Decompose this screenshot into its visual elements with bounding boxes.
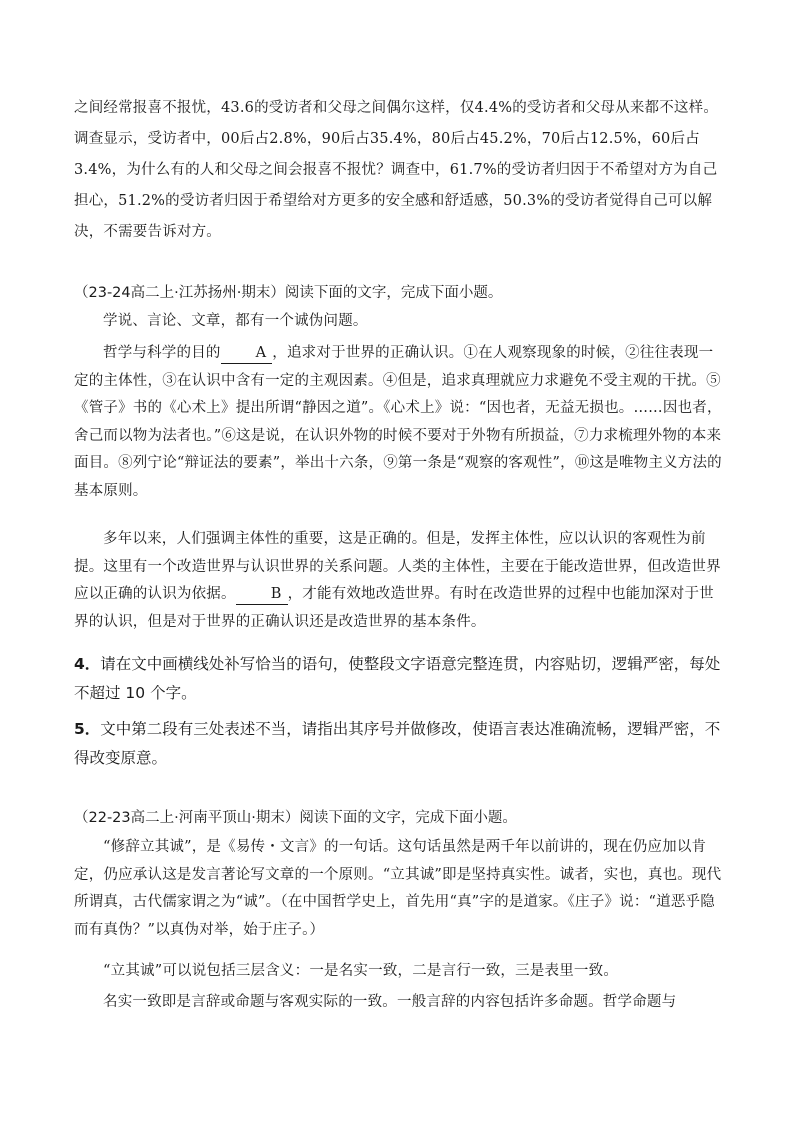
- blank-a[interactable]: A: [221, 343, 273, 364]
- section-1-paragraph-2: [74, 340, 722, 505]
- section-1-header: （23-24高二上·江苏扬州·期末）阅读下面的文字，完成下面小题。: [74, 285, 503, 301]
- section-1-paragraph-3: [74, 526, 722, 636]
- paragraph-3-tail-text: ，才能有效地改造世界。有时在改造世界的过程中也能加深对于世界的认识，但是对于世界的正确认识还是改造世界的基本条件。: [74, 586, 714, 630]
- section-2-paragraph-1: “修辞立其诚”，是《易传・文言》的一句话。这句话虽然是两千年以前讲的，现在仍应加以肯定，仍应承认这是发言著论写文章的一个原则。“立其诚”即是坚持真实性。诚者，实也，真也。现代所谓真，古代儒家谓之为“诚”。（在中国哲学史上，首先用“真”字的是道家。《庄子》说：“道恶乎隐而有真伪？”以真伪对举，始于庄子。）: [74, 839, 722, 938]
- question-4: [74, 650, 722, 708]
- section-2-header: （22-23高二上·河南平顶山·期末）阅读下面的文字，完成下面小题。: [74, 810, 517, 826]
- question-4-text: 请在文中画横线处补写恰当的语句，使整段文字语意完整连贯，内容贴切，逻辑严密，每处不超过 10 个字。: [74, 655, 721, 702]
- section-2-paragraph-2: “立其诚”可以说包括三层含义：一是名实一致，二是言行一致，三是表里一致。: [103, 963, 619, 979]
- paragraph-2-lead-text: 哲学与科学的目的: [103, 345, 221, 361]
- blank-b[interactable]: B: [236, 584, 288, 605]
- question-5-number: 5．: [74, 720, 101, 738]
- section-2-paragraph-3: 名实一致即是言辞或命题与客观实际的一致。一般言辞的内容包括许多命题。哲学命题与: [103, 994, 677, 1010]
- paragraph-3-lead-text: 多年以来，人们强调主体性的重要，这是正确的。但是，发挥主体性，应以认识的客观性为前提。这里有一个改造世界与认识世界的关系问题。人类的主体性，主要在于能改造世界，但改造世界应以正确的认识为依据。: [74, 531, 721, 602]
- question-4-number: 4．: [74, 655, 101, 673]
- question-5: [74, 715, 722, 773]
- section-1-paragraph-1: 学说、言论、文章，都有一个诚伪问题。: [103, 313, 368, 329]
- question-5-text: 文中第二段有三处表述不当，请指出其序号并做修改，使语言表达准确流畅，逻辑严密，不得改变原意。: [74, 720, 721, 767]
- intro-survey-paragraph: 之间经常报喜不报忧，43.6的受访者和父母之间偶尔这样，仅4.4%的受访者和父母从来都不这样。调查显示，受访者中，00后占2.8%，90后占35.4%，80后占45.2%，70后占12.5%，60后占3.4%，为什么有的人和父母之间会报喜不报忧？调查中，61.7%的受访者归因于不希望对方为自己担心，51.2%的受访者归因于希望给对方更多的安全感和舒适感，50.3%的受访者觉得自己可以解决，不需要告诉对方。: [74, 100, 719, 240]
- paragraph-2-body-text: ，追求对于世界的正确认识。①在人观察现象的时候，②往往表现一定的主体性，③在认识中含有一定的主观因素。④但是，追求真理就应力求避免不受主观的干扰。⑤《管子》书的《心术上》提出所谓“静因之道”。《心术上》说：“因也者，无益无损也。……因也者，舍己而以物为法者也。”⑥这是说，在认识外物的时候不要对于外物有所损益，⑦力求梳理外物的本来面目。⑧列宁论“辩证法的要素”，举出十六条，⑨第一条是“观察的客观性”，⑩这是唯物主义方法的基本原则。: [74, 345, 722, 499]
